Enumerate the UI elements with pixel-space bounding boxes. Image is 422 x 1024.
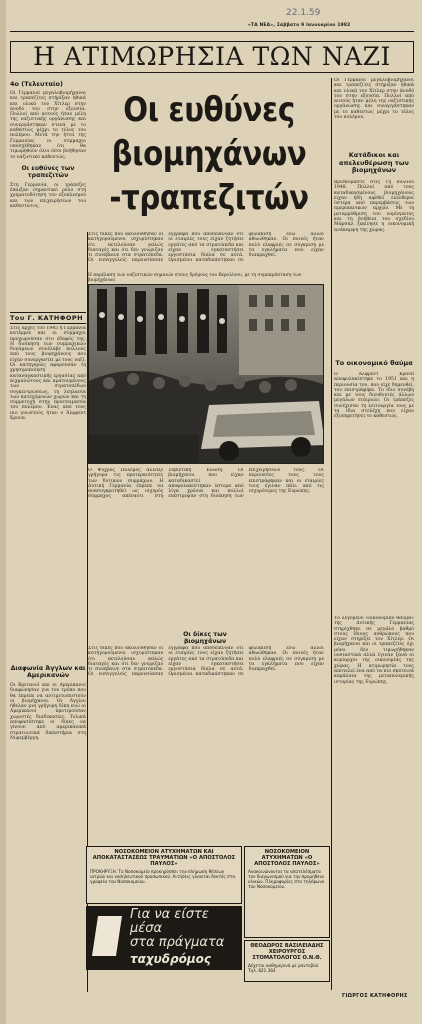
article-text: Βρισκόμαστε στις 1η Ιουλίου 1948. Πολλοί από τους καταδικασμένους βιομηχάνους είχαν ήδη αφεθεί ελεύθεροι ύστερα από παρεμβάσεις των αμερικανικών αρχών. Με τη μεταρρύθμιση του νομίσματος και τη βοήθεια του σχεδίου Μάρσαλ ξεκίνησε η οικονομική ανάκαμψη της χώρας. (334, 180, 414, 233)
column-rule (331, 78, 332, 990)
article-lead: Οι Γερμανοί μεγαλοβιομήχανοι και τραπεζίτες στήριξαν ηθικά και υλικά τον Χίτλερ στην άνοδό του στην εξουσία. Πολλοί από αυτούς ήταν μέλη της ναζιστικής οργάνωσης και συνεργάστηκαν στενά με το καθεστώς μέχρι το τέλος του πολέμου. Μετά την ήττα της Γερμανίας οι σύμμαχοι υποσχέθηκαν ότι θα τιμωρηθούν όλοι όσοι βοήθησαν το ναζιστικό καθεστώς. (10, 91, 86, 160)
notice-text: ΠΡΟΚΗΡΥΞΗ. Το Νοσοκομείο προκηρύσσει την πλήρωση θέσεων ιατρών και νοσηλευτικού προσωπικού. Αιτήσεις γίνονται δεκτές στα γραφεία του Νοσοκομείου. (90, 869, 236, 884)
subhead-economic-miracle: Το οικονομικό θαύμα (335, 359, 413, 367)
ad-text: Δέχεται καθημερινά με ραντεβού. Τηλ. 821.364 (248, 963, 320, 973)
page-edge (0, 0, 6, 1024)
right-subhead (334, 356, 414, 370)
right-sidebox (334, 148, 414, 178)
right-column-top (334, 78, 414, 146)
masthead: «ΤΑ ΝΕΑ», Σάββατο 9 Ιανουαρίου 1982 (248, 23, 351, 28)
title-line-3: -τραπεζιτών (109, 178, 309, 218)
article-text: Στη Γερμανία, οι τράπεζες έπαιξαν σημαντικό ρόλο στη χρηματοδότηση του εξοπλισμού και των επιχειρήσεων του καθεστώτος. (10, 182, 86, 210)
center-top-text (88, 232, 324, 272)
notice-title: ΝΟΣΟΚΟΜΕΙΟΝ ΑΤΥΧΗΜΑΤΩΝ «Ο ΑΠΟΣΤΟΛΟΣ ΠΑΥΛΟΣ» (254, 849, 320, 867)
headline: Η ΑΤΙΜΩΡΗΣΙΑ ΤΩΝ ΝΑΖΙ (33, 42, 391, 71)
title-line-1: Οι ευθύνες (123, 90, 295, 130)
parade-photo (88, 284, 324, 464)
article-text: Στις δίκες που ακολούθησαν οι κατηγορούμενοι ισχυρίστηκαν ότι εκτελούσαν απλώς διαταγές και ότι δεν γνώριζαν τι συνέβαινε στα στρατόπεδα. Οι εισαγγελείς παρουσίασαν έγγραφα που αποδείκνυαν ότι οι εταιρίες τους είχαν ζητήσει εργάτες από τα στρατόπεδα και είχαν εγκαταστήσει εργοστάσια δίπλα σε αυτά. Ορισμένοι καταδικάστηκαν σε φυλάκιση ενώ άλλοι αθωώθηκαν. Οι ποινές ήταν πολύ ελαφριές σε σύγκριση με τα εγκλήματα που είχαν διαπραχθεί. (88, 646, 324, 678)
subhead-trials: Οι δίκες των βιομηχάνων (183, 631, 227, 644)
photo-caption: Η παρέλαση των ναζιστικών σημαιών στους δρόμους του Βερολίνου, με τη συμπαράσταση των βιομηχάνων. (88, 273, 302, 283)
article-text: Ο Άλφρεντ Κρουπ αποφυλακίστηκε το 1951 και η περιουσία του, που είχε δημευθεί, του επιστράφηκε. Το ίδιο συνέβη και με τους διευθυντές άλλων μεγάλων εταιριών. Οι τράπεζες συνέχισαν τη λειτουργία τους με τα ίδια στελέχη που είχαν εξυπηρετήσει το καθεστώς. (334, 372, 414, 420)
right-column-lower (334, 372, 414, 612)
series-label: 4ο (Τελευταίο) (10, 80, 63, 88)
article-text: Το λεγόμενο «οικονομικό θαύμα» της Δυτικής Γερμανίας στηρίχθηκε σε μεγάλο βαθμό στους ίδιους ανθρώπους που είχαν στηρίξει τον Χίτλερ. Οι βιομήχανοι και οι τραπεζίτες όχι μόνο δεν τιμωρήθηκαν ουσιαστικά αλλά έγιναν ξανά οι κυρίαρχοι της οικονομίας της χώρας. Η ατιμωρησία τους αποτελεί ένα από τα πιο σκοτεινά κεφάλαια της μεταπολεμικής ιστορίας της Ευρώπης. (334, 616, 414, 685)
dentist-ad (244, 940, 330, 982)
ad-title: ΘΕΟΔΩΡΟΣ ΒΑΣΙΛΕΙΑΔΗΣ ΧΕΙΡΟΥΡΓΟΣ ΣΤΟΜΑΤΟΛΟΓΟΣ Ο.Ν.Θ. (250, 943, 324, 961)
center-lower-text (88, 468, 324, 622)
tachydromos-logo-icon (92, 916, 122, 956)
hospital-notice-1 (86, 846, 242, 904)
center-subhead (166, 626, 244, 644)
article-text: Ο Ψυχρός Πόλεμος άλλαξε γρήγορα τις προτεραιότητες των δυτικών συμμάχων. Η Δυτική Γερμανία έπρεπε να ανασυγκροτηθεί ως ισχυρός σύμμαχος απέναντι στη Σοβιετική Ένωση. Οι βιομήχανοι που είχαν καταδικαστεί αποφυλακίστηκαν ύστερα από λίγα χρόνια και πολλοί επέστρεψαν στη διοίκηση των επιχειρήσεών τους. Οι περιουσίες τους τους επιστράφηκαν και οι εταιρίες τους έγιναν πάλι από τις ισχυρότερες της Ευρώπης. (88, 468, 324, 500)
ad-brand: ταχυδρόμος (130, 952, 212, 966)
hospital-notice-2 (244, 846, 330, 938)
ad-line: μέσα (130, 921, 163, 936)
title-line-2: βιομηχάνων (111, 134, 307, 174)
byline: Του Γ. ΚΑΤΗΦΟΡΗ (10, 312, 86, 324)
handwritten-note: 22.1.59 (286, 8, 321, 18)
subhead-bankers: Οι ευθύνες των τραπεζιτών (21, 164, 75, 179)
article-text: Οι Γερμανοί μεγαλοβιομήχανοι και τραπεζίτες στήριξαν ηθικά και υλικά τον Χίτλερ στην άνοδό του στην εξουσία. Πολλοί από αυτούς ήταν μέλη της ναζιστικής οργάνωσης και συνεργάστηκαν με το καθεστώς μέχρι το τέλος του πολέμου. (334, 78, 414, 121)
article-text: Οι Βρετανοί και οι Αμερικανοί διαφώνησαν για τον τρόπο που θα έπρεπε να αντιμετωπιστούν οι βιομήχανοι. Οι Άγγλοι ήθελαν μια γρήγορη δίκη ενώ οι Αμερικανοί προτιμούσαν χωριστές διαδικασίες. Τελικά αποφασίστηκε οι δίκες να γίνουν από αμερικανικά στρατιωτικά δικαστήρια στη Νυρεμβέργη. (10, 683, 86, 741)
ad-line: στα πράγματα (130, 935, 225, 950)
center-bottom-text (88, 646, 324, 844)
notice-text: Ανακοινώνονται τα αποτελέσματα του διαγωνισμού για την προμήθεια υλικών. Πληροφορίες στο τηλέφωνο του Νοσοκομείου. (248, 869, 325, 889)
tachydromos-ad (86, 906, 242, 970)
article-text: Στις αρχές του 1945 η Γερμανία κατέρρεε και οι σύμμαχοι προχωρούσαν στο έδαφός της. Η διοίκηση των συμμαχικών δυνάμεων συνέλαβε πολλούς από τους βιομηχάνους που είχαν συνεργαστεί με τους ναζί. Οι κατηγορίες αφορούσαν τη χρησιμοποίηση καταναγκαστικής εργασίας από αιχμαλώτους και κρατουμένους των στρατοπέδων συγκεντρώσεως, τη λεηλασία των κατεχόμενων χωρών και τη συμμετοχή στην προετοιμασία του πολέμου. Ένας από τους πιο γνωστούς ήταν ο Άλφρεντ Κρουπ. (10, 326, 86, 422)
subhead-convicts: Κατάδικοι και απελευθέρωση των βιομηχάνων (339, 151, 409, 174)
author-signature: ΓΙΩΡΓΟΣ ΚΑΤΗΦΟΡΗΣ (342, 993, 408, 999)
left-column-lower (10, 326, 86, 656)
notice-title: ΝΟΣΟΚΟΜΕΙΟΝ ΑΤΥΧΗΜΑΤΩΝ ΚΑΙ ΑΠΟΚΑΤΑΣΤΑΣΕΩΣ ΤΡΑΥΜΑΤΙΩΝ «Ο ΑΠΟΣΤΟΛΟΣ ΠΑΥΛΟΣ» (92, 849, 236, 867)
right-column-bottom (334, 616, 414, 990)
left-column-bottom (10, 660, 86, 990)
article-text: Στις δίκες που ακολούθησαν οι κατηγορούμενοι ισχυρίστηκαν ότι εκτελούσαν απλώς διαταγές και ότι δεν γνώριζαν τι συνέβαινε στα στρατόπεδα. Οι εισαγγελείς παρουσίασαν έγγραφα που αποδείκνυαν ότι οι εταιρίες τους είχαν ζητήσει εργάτες από τα στρατόπεδα και είχαν εγκαταστήσει εργοστάσια δίπλα σε αυτά. Ορισμένοι καταδικάστηκαν σε φυλάκιση ενώ άλλοι αθωώθηκαν. Οι ποινές ήταν πολύ ελαφριές σε σύγκριση με τα εγκλήματα που είχαν διαπραχθεί. (88, 232, 324, 264)
right-column-mid (334, 180, 414, 352)
subhead-disagreement: Διαφωνία Άγγλων και Αμερικανών (10, 665, 86, 679)
parade-image (89, 285, 324, 464)
left-column (10, 78, 86, 310)
top-rule (10, 31, 414, 32)
ad-line: Για να είστε (130, 907, 209, 922)
